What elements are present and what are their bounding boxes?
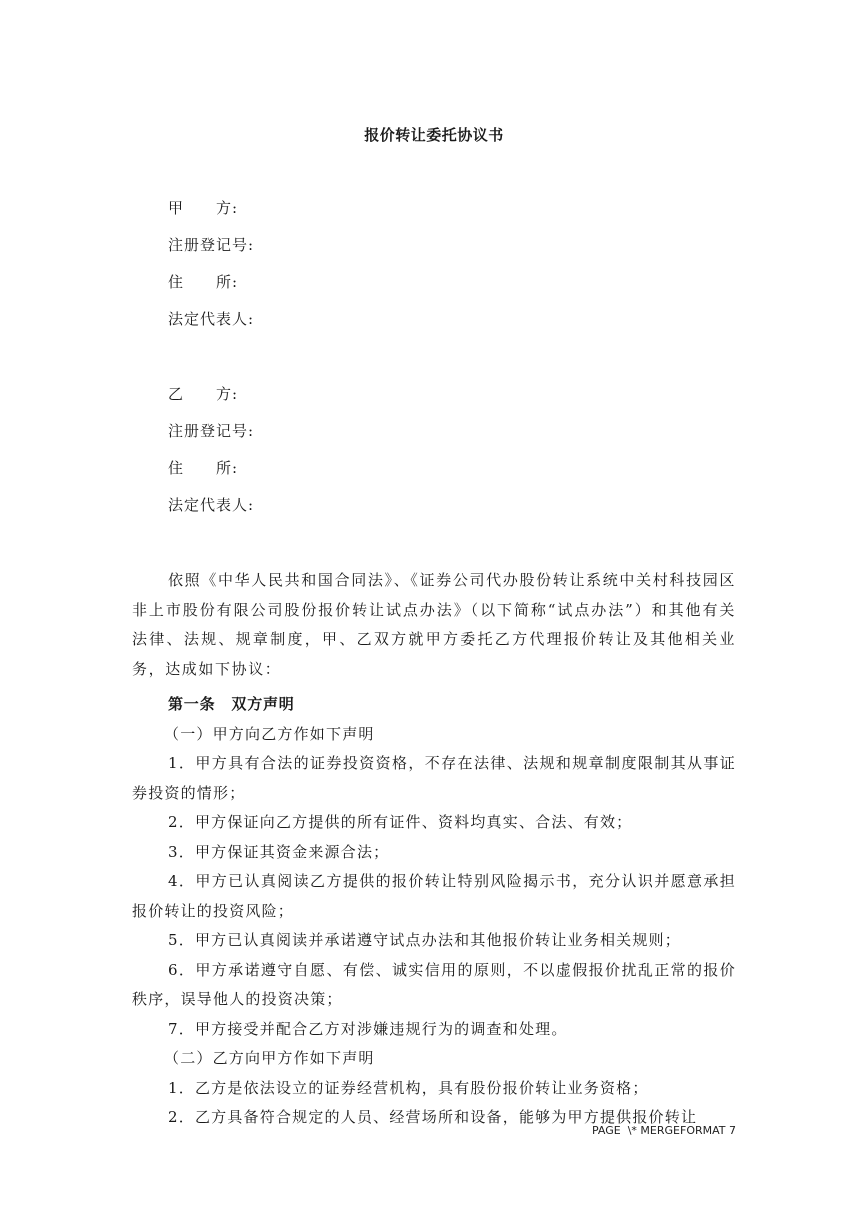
article-1-number: 第一条	[168, 695, 216, 713]
section-b-item: 1．乙方是依法设立的证券经营机构，具有股份报价转让业务资格；	[168, 1078, 649, 1097]
document-body	[132, 566, 736, 1133]
party-b-label: 乙 方:	[168, 385, 239, 403]
party-b-address-label: 住 所:	[168, 459, 239, 477]
section-a-heading: （一）甲方向乙方作如下声明	[164, 724, 375, 743]
intro-paragraph: 依照《中华人民共和国合同法》、《证券公司代办股份转让系统中关村科技园区非上市股份有限公司股份报价转让试点办法》（以下简称“试点办法”）和其他有关法律、法规、规章制度，甲、乙双方就甲方委托乙方代理报价转让及其他相关业务，达成如下协议：	[132, 571, 736, 678]
article-1-title	[132, 690, 736, 720]
party-a-address-label: 住 所:	[168, 273, 239, 291]
party-a-reg-no-label: 注册登记号:	[168, 236, 255, 254]
section-b-item: 2．乙方具备符合规定的人员、经营场所和设备，能够为甲方提供报价转让	[168, 1108, 698, 1126]
party-b-legal-rep-label: 法定代表人:	[168, 496, 255, 514]
party-b-reg-no-label: 注册登记号:	[168, 422, 255, 440]
section-a-item: 1．甲方具有合法的证券投资资格，不存在法律、法规和规章制度限制其从事证券投资的情形；	[132, 754, 736, 802]
section-a-item: 7．甲方接受并配合乙方对涉嫌违规行为的调查和处理。	[168, 1019, 568, 1038]
section-a-item: 6．甲方承诺遵守自愿、有偿、诚实信用的原则，不以虚假报价扰乱正常的报价秩序，误导他人的投资决策；	[132, 960, 736, 1008]
party-b-block	[168, 376, 254, 524]
party-a-block	[168, 190, 254, 338]
article-1-heading: 双方声明	[231, 695, 295, 713]
section-a-item: 5．甲方已认真阅读并承诺遵守试点办法和其他报价转让业务相关规则；	[168, 931, 681, 949]
section-a-item: 4．甲方已认真阅读乙方提供的报价转让特别风险揭示书，充分认识并愿意承担报价转让的投资风险；	[132, 872, 736, 920]
section-a-item: 2．甲方保证向乙方提供的所有证件、资料均真实、合法、有效；	[168, 813, 633, 831]
section-a-item: 3．甲方保证其资金来源合法；	[168, 842, 390, 861]
section-b-heading: （二）乙方向甲方作如下声明	[164, 1049, 375, 1067]
party-a-legal-rep-label: 法定代表人:	[168, 310, 255, 328]
document-title: 报价转让委托协议书	[364, 126, 504, 144]
page-footer: PAGE \* MERGEFORMAT 7	[592, 1124, 736, 1137]
party-a-label: 甲 方:	[168, 199, 239, 217]
